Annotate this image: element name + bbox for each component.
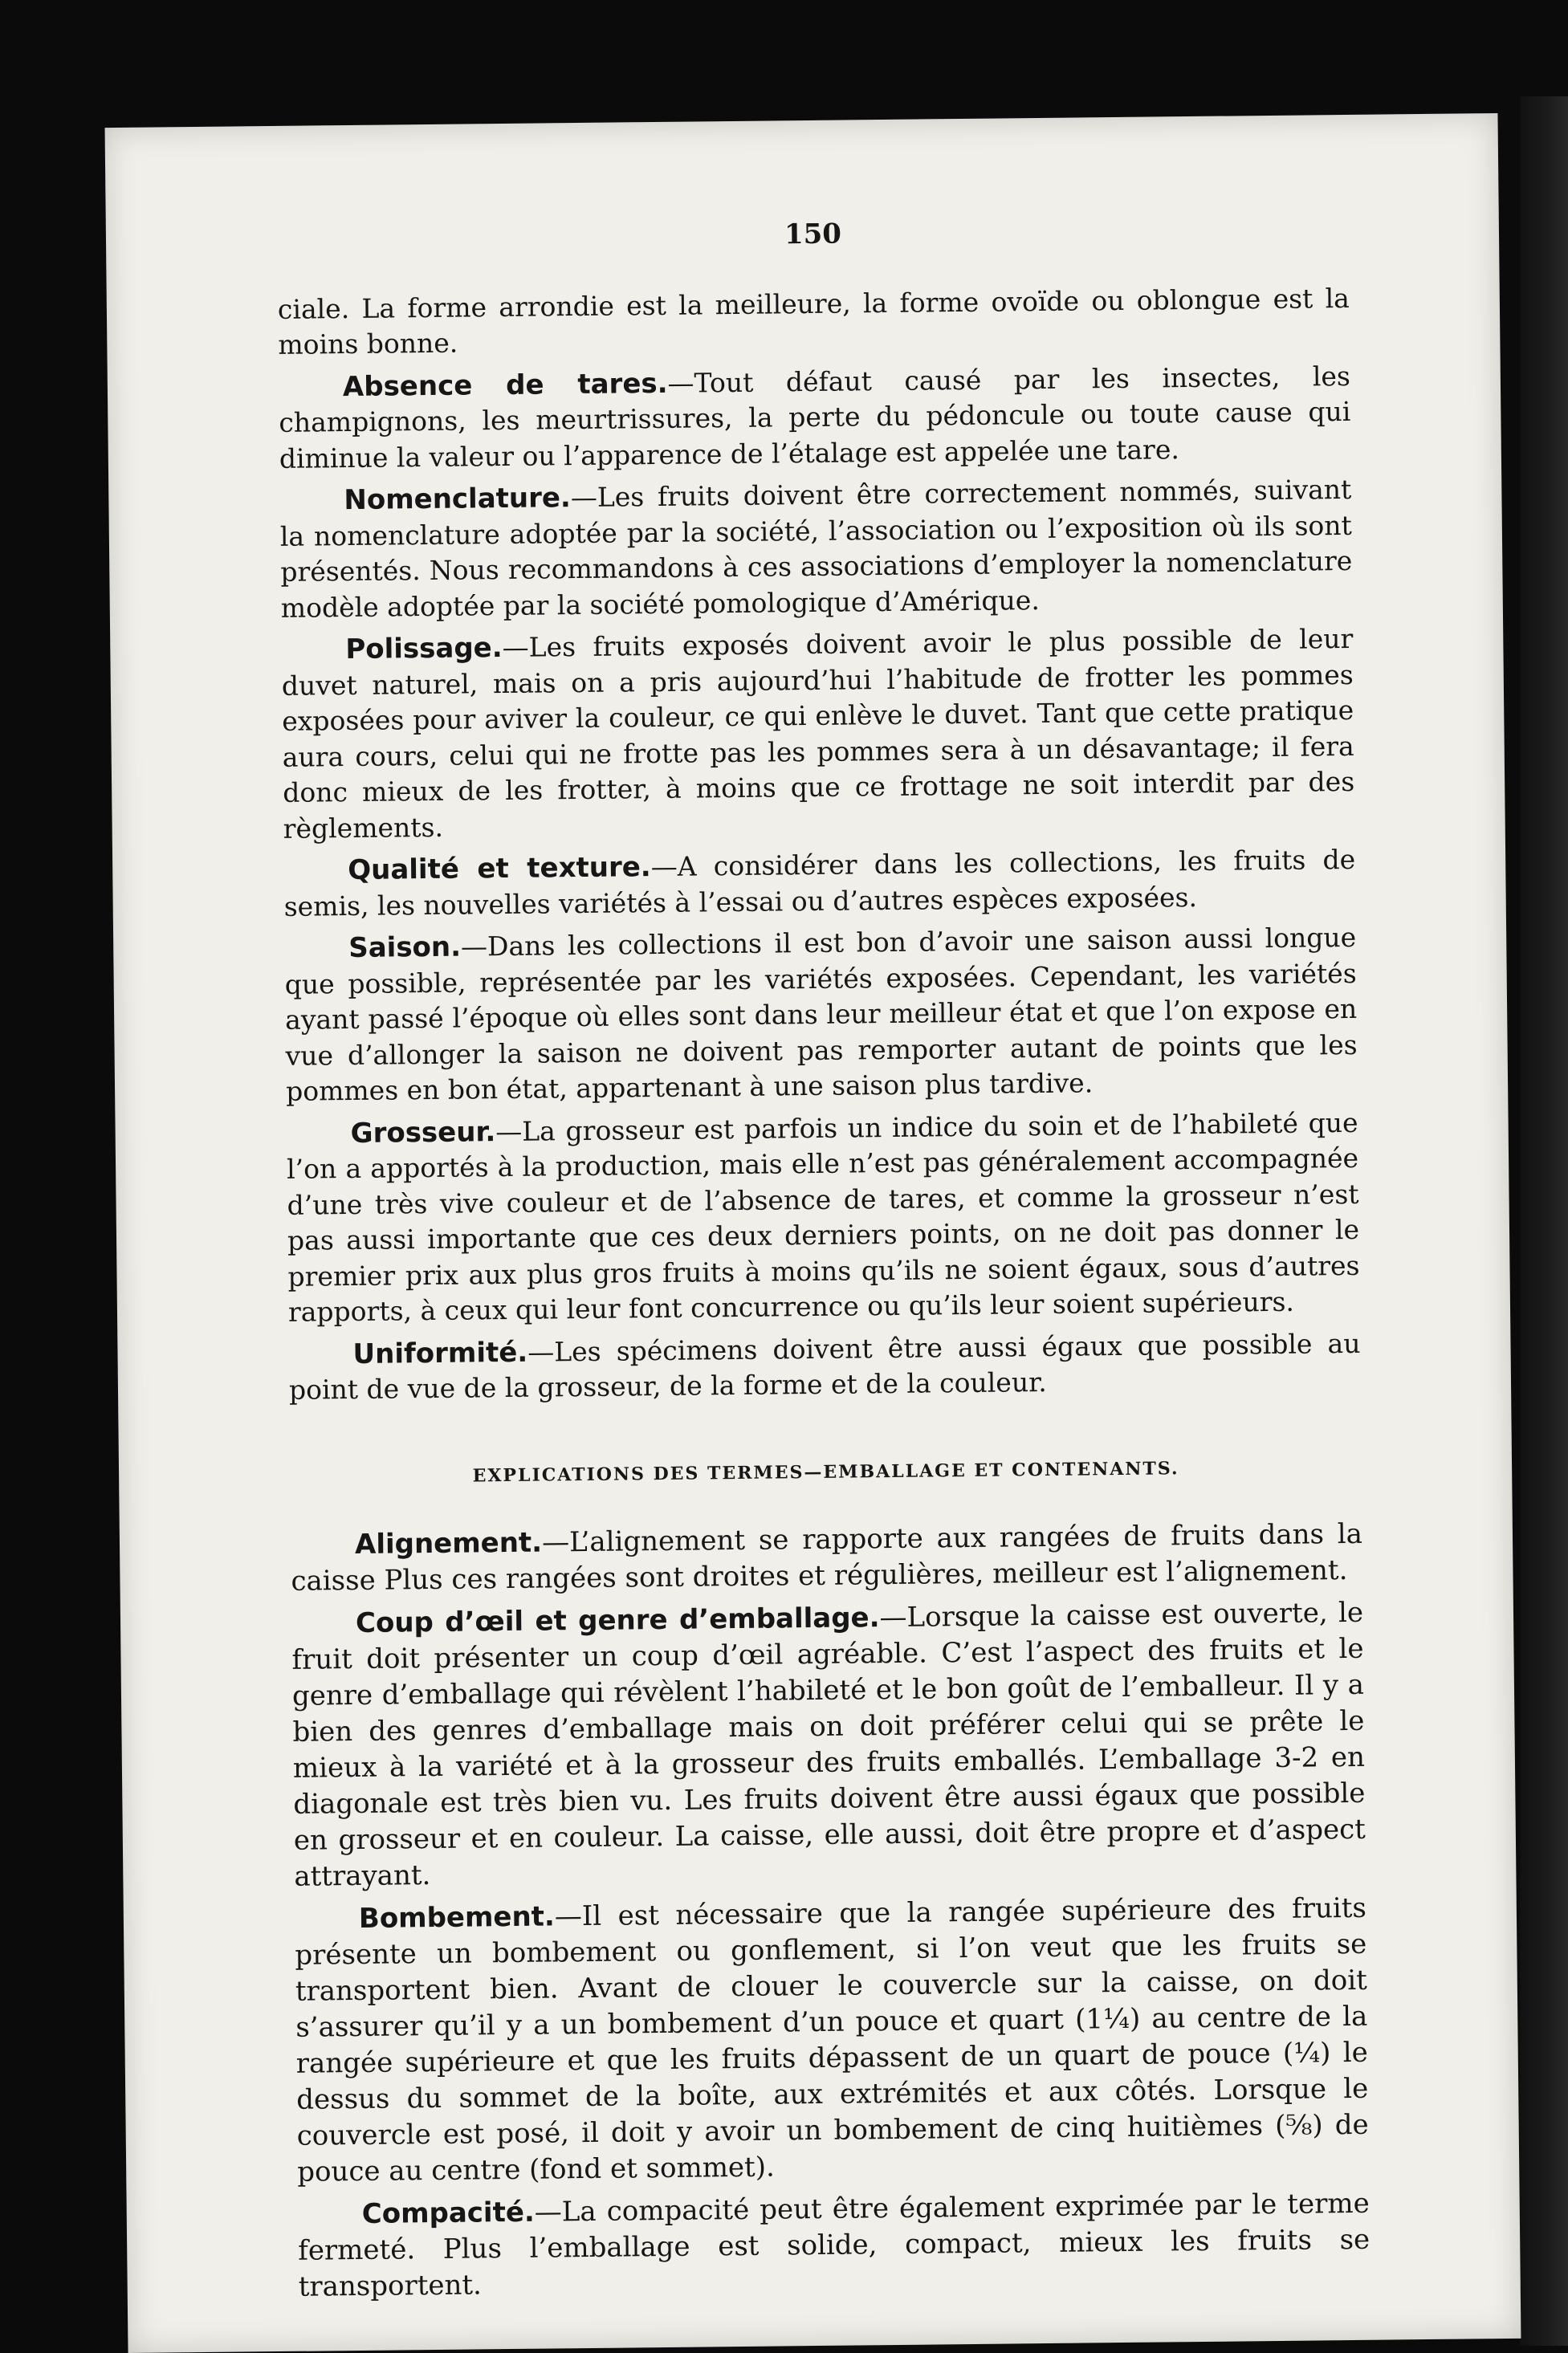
paragraph-term: Grosseur.: [350, 1116, 495, 1150]
page-number: 150: [277, 211, 1349, 258]
paragraph: [279, 472, 1353, 626]
paragraph-text: —Les spécimens doivent être aussi égaux que possible au point de vue de la grosseur, de la forme et de la couleur.: [289, 1327, 1361, 1405]
paragraph-text: —Les fruits exposés doivent avoir le plus possible de leur duvet naturel, mais on a pris aujourd’hui l’habitude de frotter les pommes exposées pour aviver la couleur, ce qui enlève le duvet. Tant que cette pratique aura cours, celui qui ne frotte pas les pommes sera à un désavantage; il fera donc mieux de les frotter, à moins que ce frottage ne soit interdit par des règlements.: [282, 623, 1355, 844]
paragraph: [278, 280, 1350, 363]
paragraph: [284, 920, 1358, 1109]
paragraph-text: —Dans les collections il est bon d’avoir une saison aussi longue que possible, représentée par les variétés exposées. Cependant, les variétés ayant passé l’époque où elles sont dans leur meilleur état et que l’on expose en vue d’allonger la saison ne doivent pas remporter autant de points que les pommes en bon état, appartenant à une saison plus tardive.: [285, 922, 1358, 1107]
paragraph-term: Coup d’œil et genre d’emballage.: [356, 1602, 880, 1639]
paragraph: [288, 1325, 1361, 1408]
paragraph-text: —Lorsque la caisse est ouverte, le fruit doit présenter un coup d’œil agréable. C’est l’aspect des fruits et le genre d’emballage qui révèlent l’habileté et le bon goût de l’emballeur. Il y a bien des genres d’emballage mais on doit préférer celui qui se prête le mieux à la variété et à la grosseur des fruits emballés. L’emballage 3-2 en diagonale est très bien vu. Les fruits doivent être aussi égaux que possible en grosseur et en couleur. La caisse, elle aussi, doit être propre et d’aspect attrayant.: [291, 1597, 1366, 1893]
paragraph: [286, 1105, 1360, 1330]
paragraph: [295, 1891, 1370, 2191]
paragraph: [283, 842, 1356, 925]
page-edge-shadow: [1520, 96, 1568, 2346]
paragraph: [298, 2186, 1370, 2306]
paragraph-text: —La compacité peut être également exprimée par le terme fermeté. Plus l’emballage est solide, compact, mieux les fruits se transportent.: [298, 2188, 1370, 2303]
paragraph: [279, 358, 1351, 476]
section-judging-terms: [278, 280, 1361, 1408]
paragraph-term: Compacité.: [362, 2196, 535, 2230]
paragraph-term: Saison.: [348, 931, 461, 964]
paragraph-text: —Tout défaut causé par les insectes, les champignons, les meurtrissures, la perte du pédoncule ou toute cause qui diminue la valeur ou l’apparence de l’étalage est appelée une tare.: [279, 360, 1350, 474]
paragraph-text: —Il est nécessaire que la rangée supérieure des fruits présente un bombement ou gonflement, si l’on veut que les fruits se transportent bien. Avant de clouer le couvercle sur la caisse, on doit s’assurer qu’il y a un bombement d’un pouce et quart (1¼) au centre de la rangée supérieure et que les fruits dépassent de un quart de pouce (¼) le dessus du sommet de la boîte, aux extrémités et aux côtés. Lorsque le couvercle est posé, il doit y avoir un bombement de cinq huitièmes (⅝) de pouce au centre (fond et sommet).: [295, 1892, 1369, 2188]
paragraph-term: Qualité et texture.: [348, 851, 651, 886]
paragraph: [291, 1516, 1363, 1600]
section-packing-terms: [291, 1516, 1370, 2306]
paragraph-text: —La grosseur est parfois un indice du soin et de l’habileté que l’on a apportés à la production, mais elle n’est pas généralement accompagnée d’une très vive couleur et de l’absence de tares, et comme la grosseur n’est pas aussi importante que ces deux derniers points, on ne doit pas donner le premier prix aux plus gros fruits à moins qu’ils ne soient égaux, sous d’autres rapports, à ceux qui leur font concurrence ou qu’ils leur soient supérieurs.: [287, 1106, 1360, 1327]
paragraph-term: Nomenclature.: [344, 482, 571, 516]
paragraph: [291, 1595, 1366, 1895]
page-content: [277, 211, 1370, 2312]
paragraph-text: ciale. La forme arrondie est la meilleure, la forme ovoïde ou oblongue est la moins bonne.: [278, 282, 1350, 360]
paragraph-term: Absence de tares.: [343, 367, 668, 402]
paragraph-term: Bombement.: [359, 1900, 555, 1935]
paragraph-term: Polissage.: [345, 632, 503, 666]
paragraph-term: Alignement.: [355, 1527, 542, 1561]
paragraph-text: —L’alignement se rapporte aux rangées de fruits dans la caisse Plus ces rangées sont droites et régulières, meilleur est l’alignement.: [291, 1518, 1362, 1598]
paragraph: [281, 621, 1355, 847]
paragraph-text: —Les fruits doivent être correctement nommés, suivant la nomenclature adoptée par la société, l’association ou l’exposition où ils sont présentés. Nous recommandons à ces associations d’employer la nomenclature modèle adoptée par la société pomologique d’Amérique.: [280, 474, 1353, 623]
section-heading: EXPLICATIONS DES TERMES—EMBALLAGE ET CONTENANTS.: [290, 1448, 1362, 1495]
scanned-page: [105, 113, 1521, 2353]
paragraph-text: —A considérer dans les collections, les fruits de semis, les nouvelles variétés à l’essai ou d’autres espèces exposées.: [283, 844, 1355, 922]
paragraph-term: Uniformité.: [352, 1336, 527, 1370]
